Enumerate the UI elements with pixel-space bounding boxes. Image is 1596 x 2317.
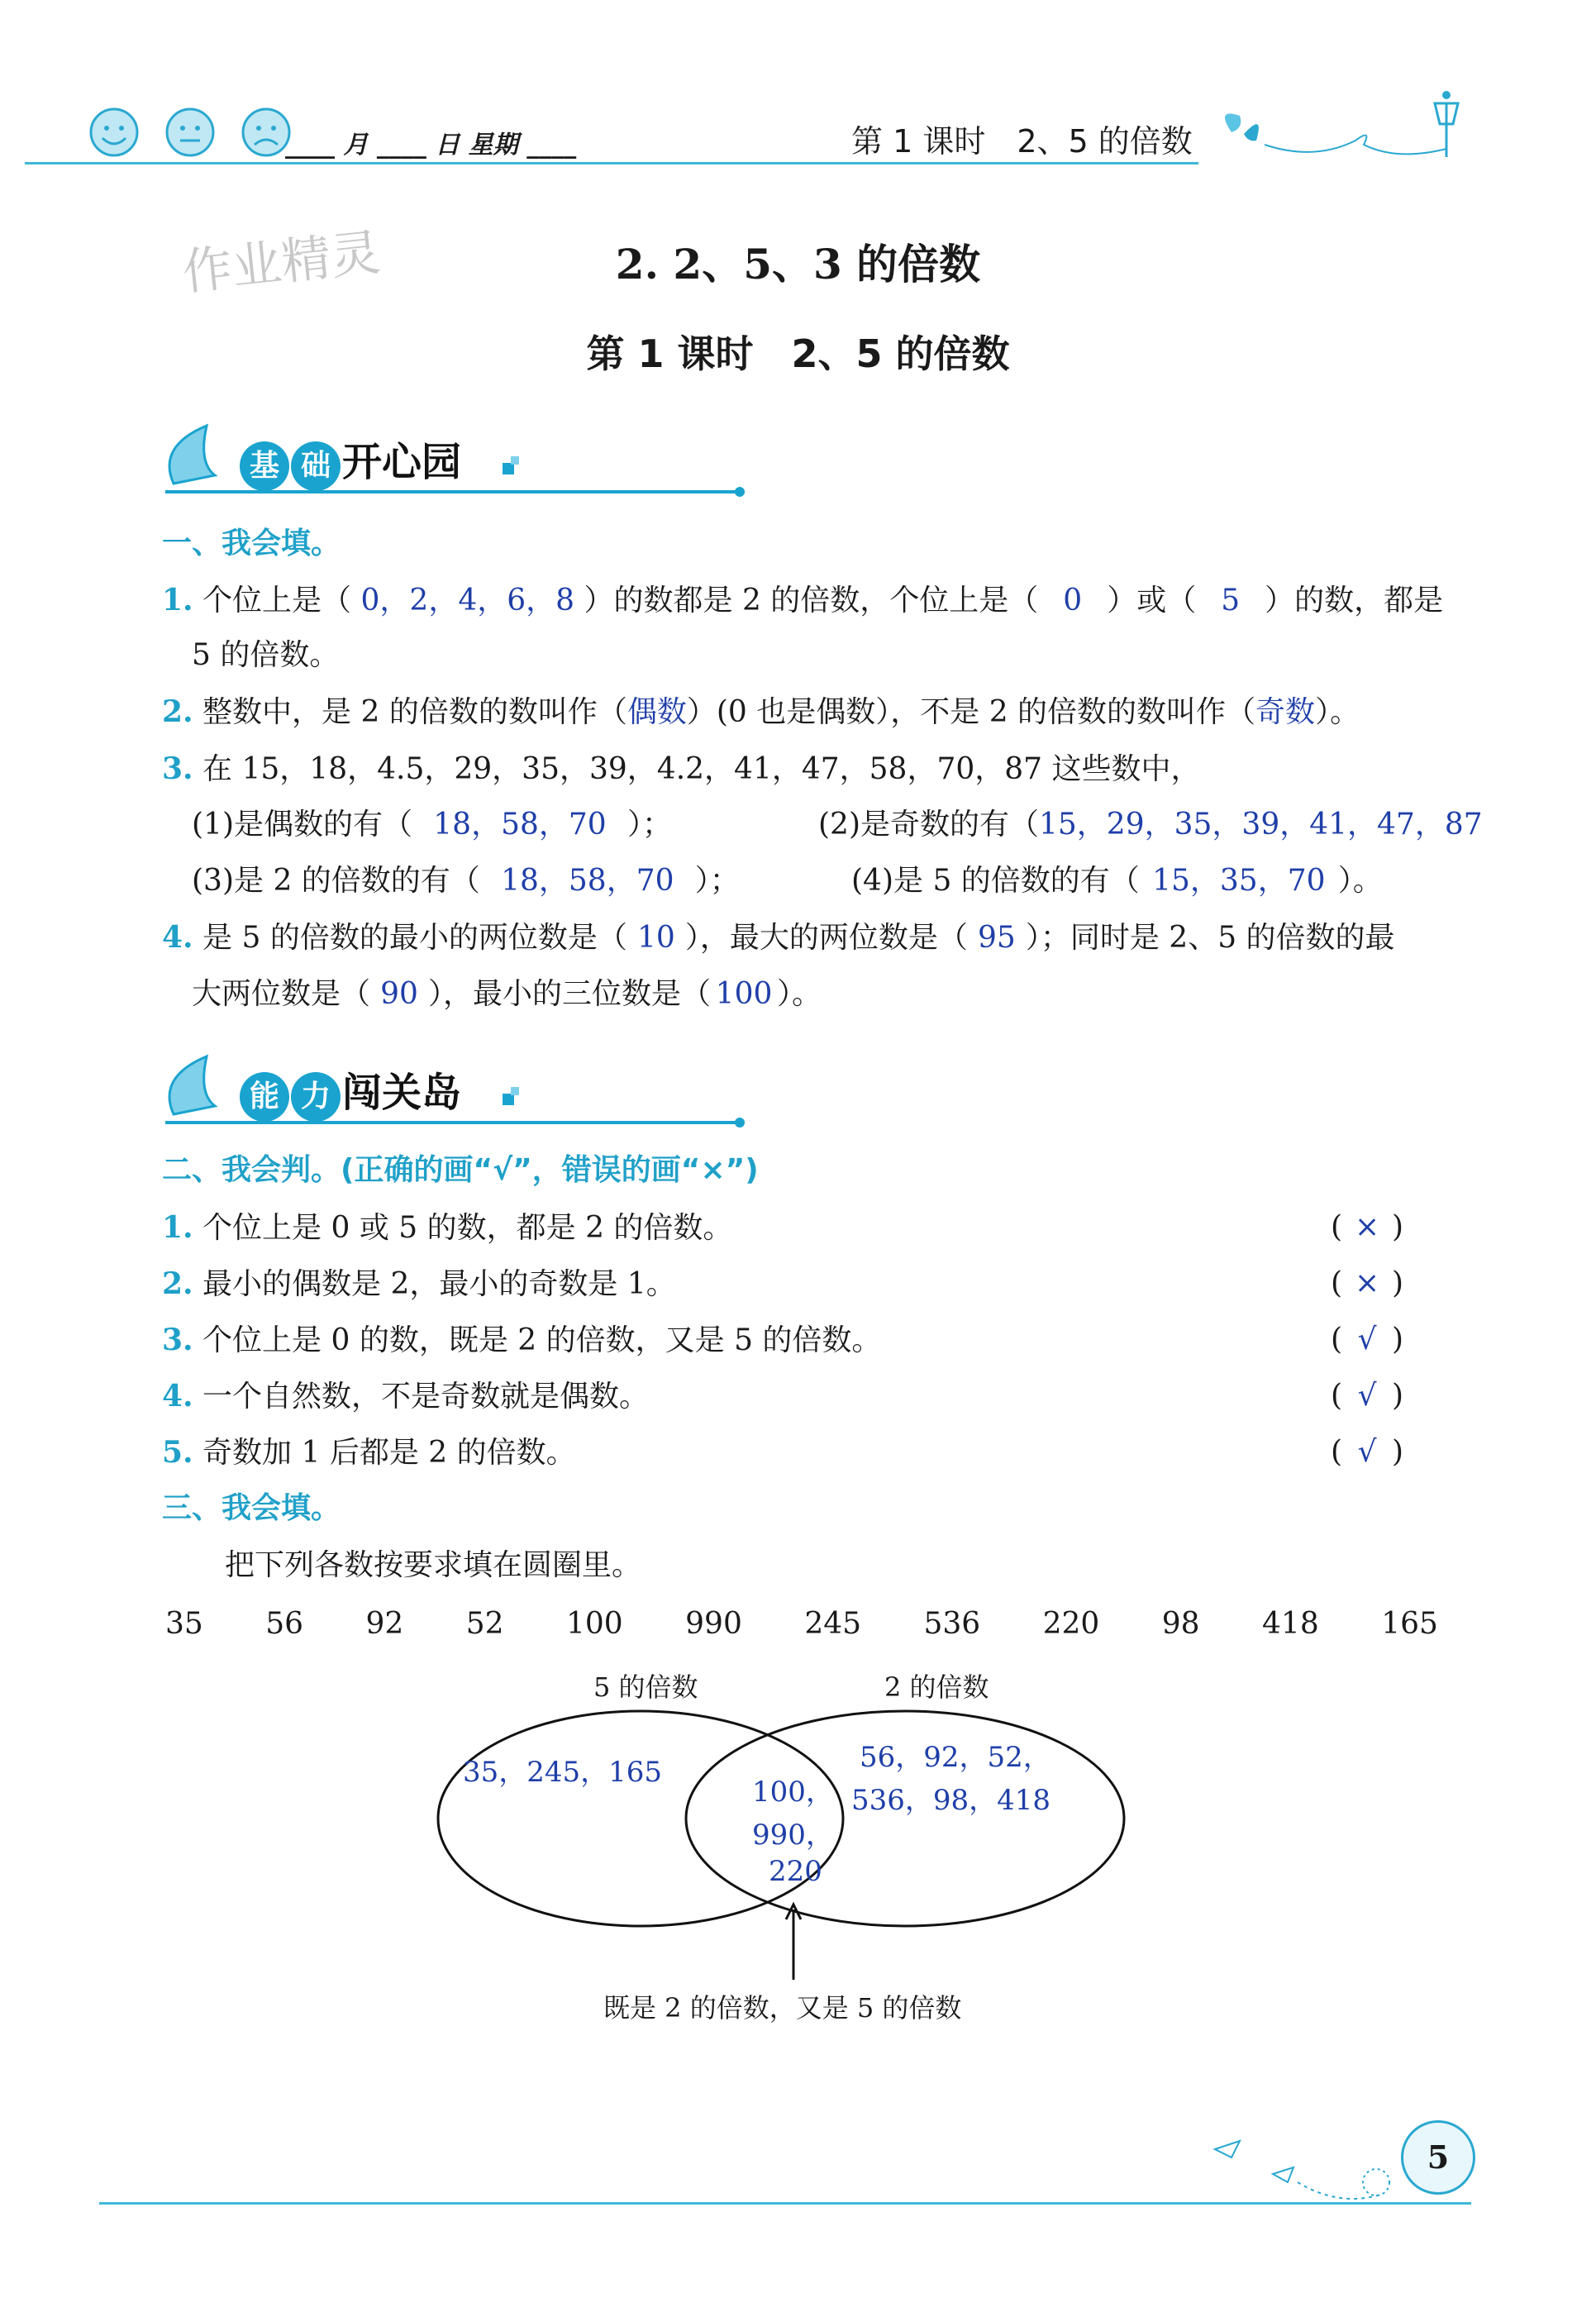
section-name: 开心园 [342,439,462,485]
section-name: 闯关岛 [342,1070,462,1116]
part3-instruction: 把下列各数按要求填在圆圈里。 [225,1548,642,1582]
number-item: 990 [685,1607,742,1641]
number-item: 92 [365,1607,404,1641]
venn-left-label: 5 的倍数 [593,1671,698,1703]
up-arrow-icon [781,1901,806,1984]
question-3-sub2: (2)是奇数的有（15，29，35，39，41，47，87 [818,808,1483,841]
number-item: 98 [1161,1607,1200,1641]
butterfly-lamp-decoration [1207,83,1479,165]
watermark-logo: 作业精灵 [179,223,384,303]
number-item: 418 [1262,1607,1319,1641]
part3-heading: 三、我会填。 [162,1491,341,1525]
number-item: 165 [1381,1607,1438,1641]
answer-field[interactable]: 15，29，35，39，41，47，87 [1039,808,1483,841]
footer-rule [99,2202,1471,2205]
answer-field[interactable]: 0 [1063,584,1083,617]
answer-field[interactable]: 90 [380,977,418,1011]
badge-char: 能 [240,1072,289,1122]
judge-answer[interactable]: ( × ) [1331,1210,1404,1244]
smiley-icon [91,109,137,155]
number-item: 100 [566,1607,623,1641]
badge-char: 力 [291,1072,341,1122]
question-number: 2. [162,694,193,729]
date-fill-line: ____ 月 ____ 日 星期 ____ [285,131,577,160]
question-3: 3. 在 15，18，4.5，29，35，39，4.2，41，47，58，70，87 这些数中， [162,751,1201,786]
venn-arrow-label: 既是 2 的倍数，又是 5 的倍数 [603,1992,962,2024]
number-item: 52 [465,1607,504,1641]
badge-char: 基 [240,441,289,491]
venn-both[interactable]: 220 [769,1855,822,1888]
answer-field[interactable]: 18，58，70 [501,864,674,898]
page-title: 2. 2、5、3 的倍数 [615,240,981,288]
answer-field[interactable]: 15，35，70 [1152,864,1326,898]
number-item: 536 [923,1607,981,1641]
answer-field[interactable]: 0，2，4，6，8 [360,584,575,617]
sad-face-icon [243,109,289,155]
question-3-sub3: (3)是 2 的倍数的有（ 18，58，70 ）； [192,864,740,898]
answer-field[interactable]: 95 [977,921,1016,955]
question-3-sub1: (1)是偶数的有（ 18，58，70 ）； [192,808,673,841]
section-heading-basics [240,430,461,491]
number-item: 35 [165,1607,203,1641]
question-2: 2. 整数中，是 2 的倍数的数叫作（偶数）(0 也是偶数），不是 2 的倍数的数叫作（奇数）。 [162,694,1360,729]
venn-right-only[interactable]: 56，92，52， [860,1741,1051,1774]
judge-answer[interactable]: ( √ ) [1331,1379,1404,1413]
number-item: 220 [1042,1607,1100,1641]
question-4-line2: 大两位数是（ 90 ），最小的三位数是（ 100 ）。 [192,977,822,1011]
answer-field[interactable]: 100 [715,977,773,1011]
answer-field[interactable]: 5 [1221,584,1241,617]
venn-both[interactable]: 100， [752,1776,834,1809]
page-subtitle: 第 1 课时 2、5 的倍数 [586,331,1010,376]
number-item: 245 [804,1607,862,1641]
judge-item: 5. 奇数加 1 后都是 2 的倍数。 [162,1435,576,1470]
judge-answer[interactable]: ( √ ) [1331,1323,1404,1356]
judge-answer[interactable]: ( √ ) [1331,1435,1404,1469]
butterfly-icon [1225,114,1259,141]
judge-item: 1. 个位上是 0 或 5 的数，都是 2 的倍数。 [162,1210,733,1245]
question-1: 1. 个位上是（ 0，2，4，6，8 ）的数都是 2 的倍数，个位上是（ 0 ）或（ 5 ）的数，都是 [162,583,1444,617]
venn-both[interactable]: 990， [752,1819,834,1852]
neutral-face-icon [167,109,213,155]
venn-right-only[interactable]: 536，98，418 [851,1784,1051,1817]
page-number: 5 [1401,2120,1475,2195]
judge-item: 3. 个位上是 0 的数，既是 2 的倍数，又是 5 的倍数。 [162,1323,882,1357]
smiley-icons [83,103,298,161]
header-lesson: 第 1 课时 2、5 的倍数 [851,123,1193,160]
question-number: 3. [162,751,193,786]
part1-heading: 一、我会填。 [162,527,341,560]
question-1-line2: 5 的倍数。 [192,638,340,672]
badge-char: 础 [291,441,341,491]
judge-item: 2. 最小的偶数是 2，最小的奇数是 1。 [162,1266,676,1301]
part2-heading: 二、我会判。(正确的画“√”，错误的画“×”) [162,1153,759,1187]
answer-field[interactable]: 18，58，70 [433,808,607,841]
answer-field[interactable]: 10 [636,921,675,955]
question-3-sub4: (4)是 5 的倍数的有（ 15，35，70 ）。 [851,864,1383,898]
judge-answer[interactable]: ( × ) [1331,1266,1404,1300]
answer-field[interactable]: 偶数 [626,695,687,729]
question-4: 4. 是 5 的倍数的最小的两位数是（ 10 ），最大的两位数是（ 95 ）；同时是 2、5 的倍数的最 [162,920,1395,955]
street-lamp-icon [1435,91,1458,157]
header-rule [25,162,1198,164]
judge-item: 4. 一个自然数，不是奇数就是偶数。 [162,1379,650,1414]
number-item: 56 [265,1607,304,1641]
section-heading-ability [240,1061,461,1122]
question-number: 1. [162,583,193,617]
number-list [165,1607,1438,1641]
venn-right-label: 2 的倍数 [884,1671,989,1703]
venn-left-only[interactable]: 35，245，165 [463,1756,663,1789]
answer-field[interactable]: 奇数 [1255,695,1316,729]
question-number: 4. [162,920,193,955]
